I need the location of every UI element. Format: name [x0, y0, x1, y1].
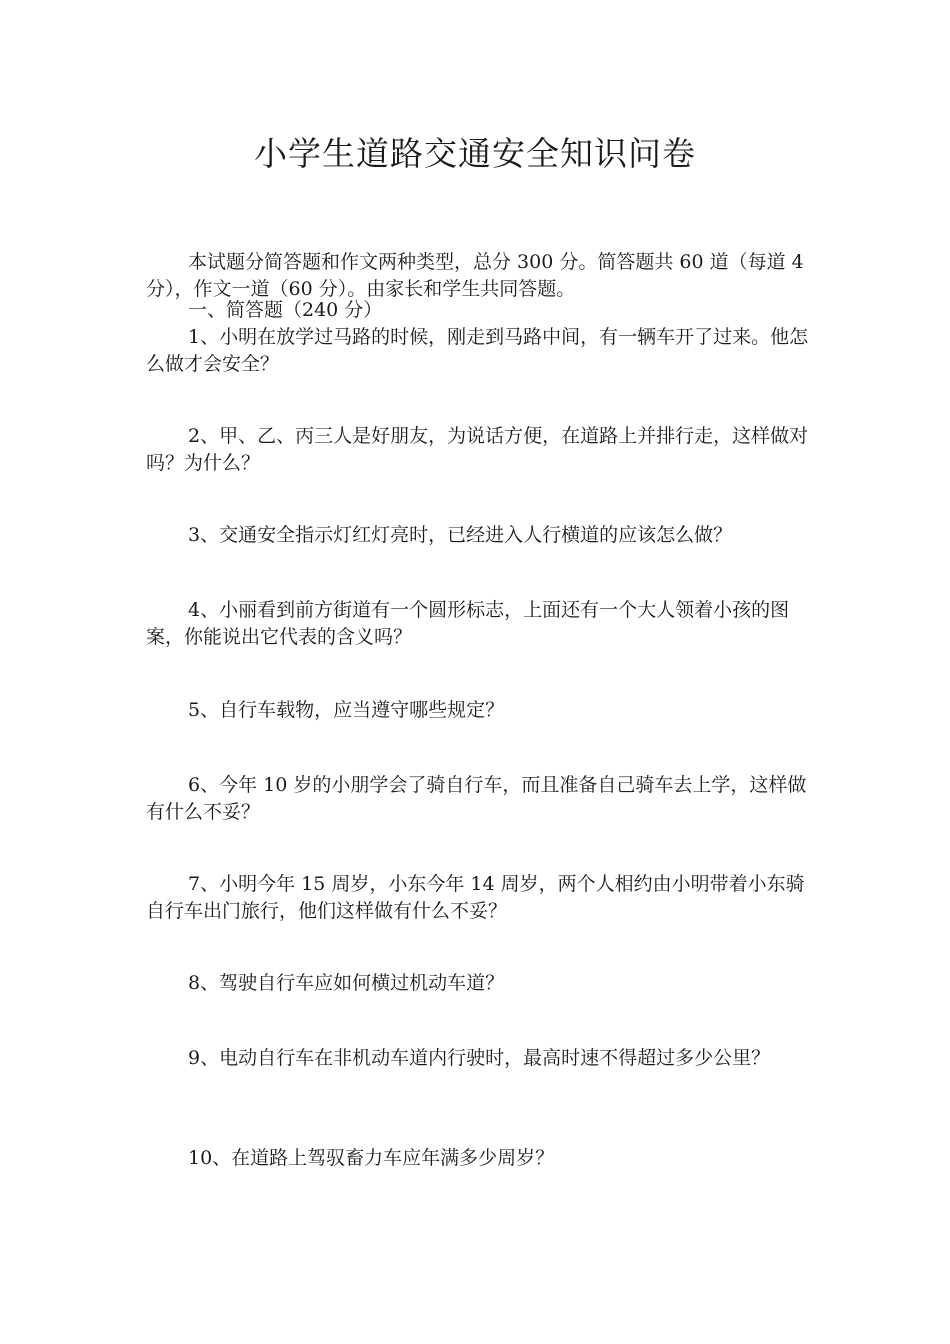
section-heading: 一、简答题（240 分） — [188, 299, 383, 321]
question-1: 1、小明在放学过马路的时候，刚走到马路中间，有一辆车开了过来。他怎么做才会安全？ — [146, 326, 809, 375]
question-5: 5、自行车载物，应当遵守哪些规定？ — [188, 699, 505, 721]
question-7: 7、小明今年 15 周岁，小东今年 14 周岁，两个人相约由小明带着小东骑自行车出门旅行，他们这样做有什么不妥？ — [146, 873, 805, 922]
question-8: 8、驾驶自行车应如何横过机动车道？ — [188, 972, 505, 994]
question-9: 9、电动自行车在非机动车道内行驶时，最高时速不得超过多少公里？ — [188, 1047, 771, 1069]
question-2: 2、甲、乙、丙三人是好朋友，为说话方便，在道路上并排行走，这样做对吗？为什么？ — [146, 425, 809, 474]
intro-paragraph: 本试题分简答题和作文两种类型，总分 300 分。简答题共 60 道（每道 4 分），作文一道（60 分）。由家长和学生共同答题。 — [146, 251, 804, 300]
question-3: 3、交通安全指示灯红灯亮时，已经进入人行横道的应该怎么做？ — [188, 524, 733, 546]
document-title: 小学生道路交通安全知识问卷 — [254, 134, 696, 173]
question-4: 4、小丽看到前方街道有一个圆形标志，上面还有一个大人领着小孩的图案，你能说出它代表的含义吗？ — [146, 599, 790, 648]
question-6: 6、今年 10 岁的小朋学会了骑自行车，而且准备自己骑车去上学，这样做有什么不妥？ — [146, 774, 807, 823]
question-10: 10、在道路上驾驭畜力车应年满多少周岁？ — [188, 1147, 555, 1169]
